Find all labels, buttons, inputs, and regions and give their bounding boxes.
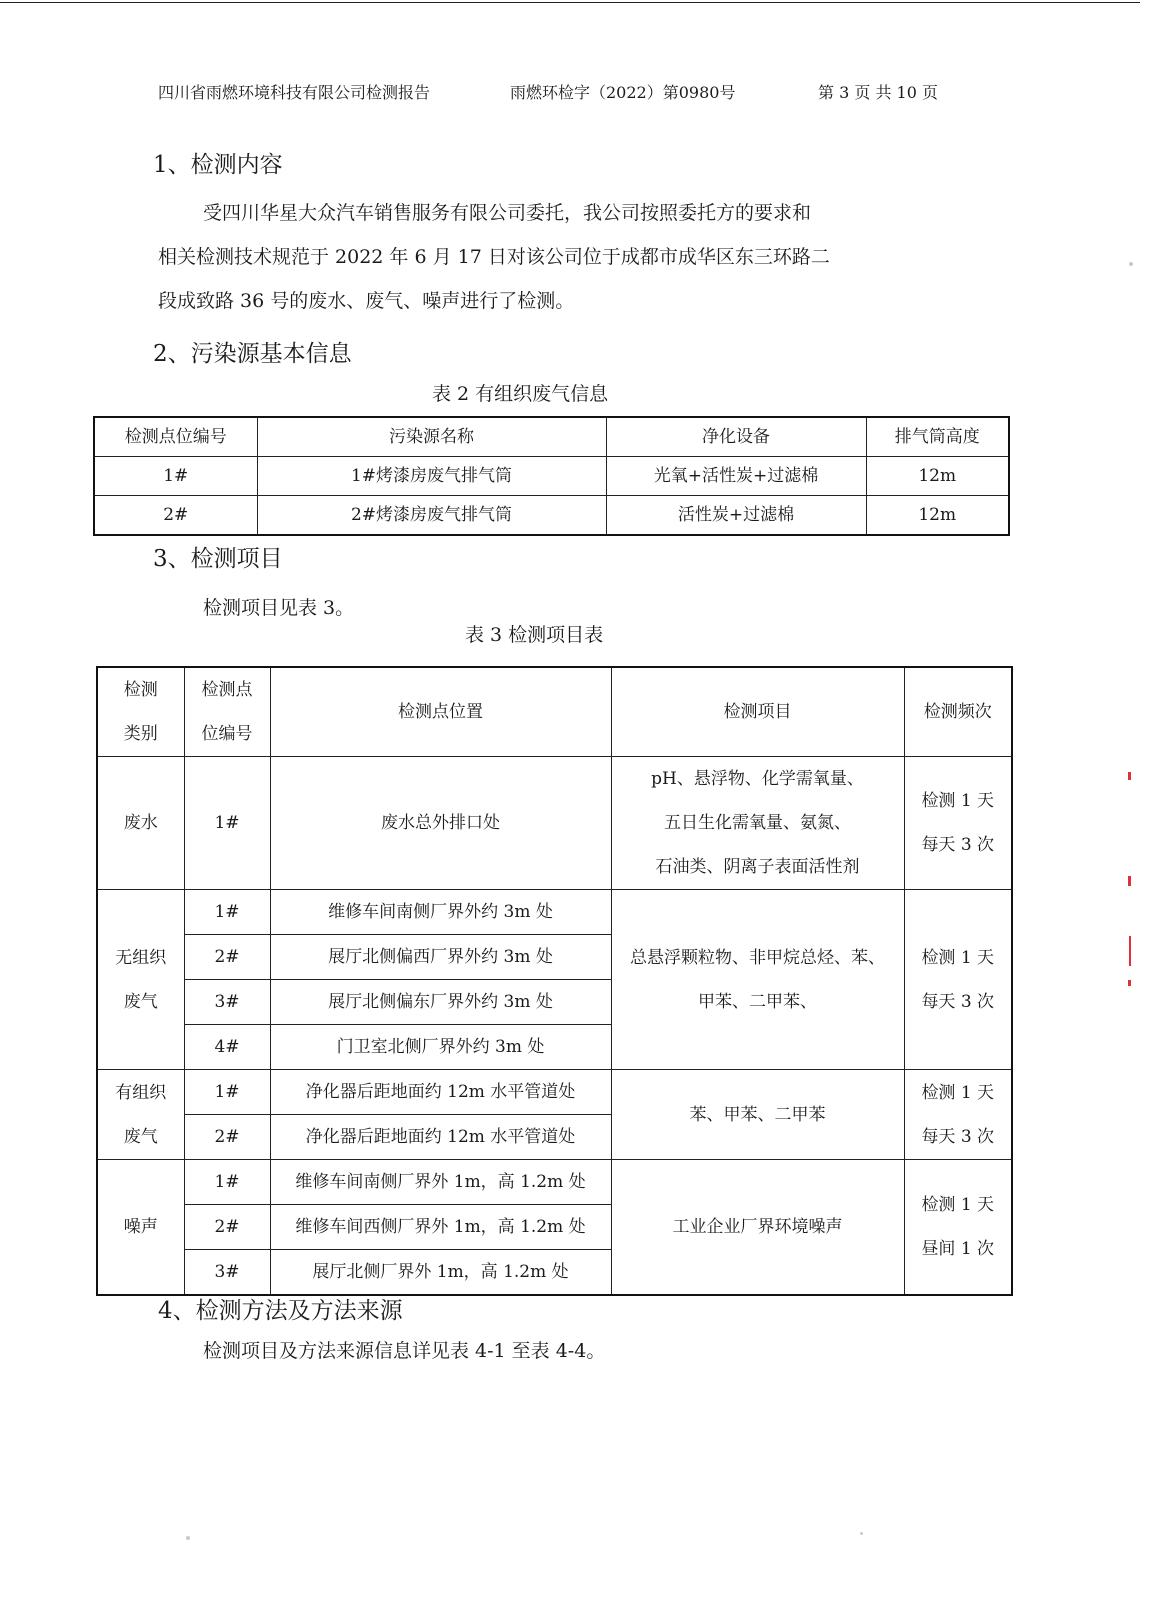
cell-point-number: 3# — [184, 980, 270, 1025]
cell-category — [97, 890, 184, 1070]
cell-location: 维修车间南侧厂界外 1m，高 1.2m 处 — [270, 1160, 611, 1205]
cell-point-number: 4# — [184, 1025, 270, 1070]
table-2-caption: 表 2 有组织废气信息 — [432, 383, 609, 405]
cell-point-number: 1# — [184, 1160, 270, 1205]
table-header-row — [94, 417, 1009, 457]
cell-frequency — [904, 1070, 1012, 1160]
cell-point-number: 2# — [184, 1205, 270, 1250]
header-purification-equipment: 净化设备 — [606, 417, 866, 457]
frequency-line: 每天 3 次 — [921, 991, 995, 1012]
table-3-caption: 表 3 检测项目表 — [465, 624, 604, 646]
items-line: 石油类、阴离子表面活性剂 — [655, 857, 860, 877]
frequency-line: 每天 3 次 — [921, 1126, 995, 1147]
items-line: 甲苯、二甲苯、 — [698, 991, 817, 1012]
header-frequency: 检测频次 — [904, 667, 1012, 757]
category-line: 废气 — [123, 1126, 158, 1147]
table-header-row — [97, 667, 1012, 757]
cell-location: 维修车间南侧厂界外约 3m 处 — [270, 890, 611, 935]
cell-items — [611, 890, 904, 1070]
header-location: 检测点位置 — [270, 667, 611, 757]
cell-point-number: 1# — [94, 457, 257, 496]
cell-category: 噪声 — [97, 1160, 184, 1296]
items-line: pH、悬浮物、化学需氧量、 — [651, 769, 864, 789]
header-point-number-line-1: 检测点 — [201, 680, 253, 700]
header-report-number: 雨燃环检字（2022）第0980号 — [510, 83, 736, 102]
cell-items — [611, 757, 904, 890]
cell-category: 废水 — [97, 757, 184, 890]
cell-frequency — [904, 890, 1012, 1070]
table-3-test-items — [96, 666, 1013, 1296]
cell-source-name: 2#烤漆房废气排气筒 — [257, 496, 606, 536]
frequency-line: 检测 1 天 — [921, 947, 995, 968]
cell-location: 展厅北侧偏东厂界外约 3m 处 — [270, 980, 611, 1025]
frequency-line: 每天 3 次 — [921, 835, 995, 855]
scan-mark — [1128, 876, 1131, 886]
cell-items: 苯、甲苯、二甲苯 — [611, 1070, 904, 1160]
table-row — [94, 496, 1009, 536]
table-row — [97, 1160, 1012, 1205]
header-category-line-2: 类别 — [123, 724, 158, 744]
items-line: 五日生化需氧量、氨氮、 — [664, 813, 851, 833]
frequency-line: 检测 1 天 — [921, 1082, 995, 1103]
section-4-title: 4、检测方法及方法来源 — [158, 1298, 403, 1324]
header-stack-height: 排气筒高度 — [866, 417, 1009, 457]
table-row — [97, 890, 1012, 935]
section-3-title: 3、检测项目 — [153, 546, 283, 572]
section-2-title: 2、污染源基本信息 — [153, 341, 352, 367]
header-items: 检测项目 — [611, 667, 904, 757]
header-company: 四川省雨燃环境科技有限公司检测报告 — [158, 83, 431, 102]
table-2-organized-exhaust — [93, 416, 1010, 536]
frequency-line: 检测 1 天 — [921, 791, 995, 811]
scan-top-border — [0, 2, 1140, 3]
cell-stack-height: 12m — [866, 457, 1009, 496]
table-row — [97, 1070, 1012, 1115]
section-1-line-1: 受四川华星大众汽车销售服务有限公司委托，我公司按照委托方的要求和 — [203, 202, 812, 224]
frequency-line: 检测 1 天 — [921, 1195, 995, 1215]
cell-point-number: 2# — [184, 935, 270, 980]
cell-source-name: 1#烤漆房废气排气筒 — [257, 457, 606, 496]
header-category — [97, 667, 184, 757]
cell-frequency — [904, 757, 1012, 890]
section-1-title: 1、检测内容 — [153, 152, 283, 178]
cell-equipment: 活性炭+过滤棉 — [606, 496, 866, 536]
frequency-line: 昼间 1 次 — [921, 1239, 995, 1259]
scan-dot — [1129, 262, 1133, 266]
cell-equipment: 光氧+活性炭+过滤棉 — [606, 457, 866, 496]
cell-point-number: 1# — [184, 1070, 270, 1115]
cell-location: 展厅北侧厂界外 1m，高 1.2m 处 — [270, 1250, 611, 1296]
scan-mark — [1128, 980, 1131, 986]
scan-mark — [1128, 772, 1131, 780]
header-page-info: 第 3 页 共 10 页 — [818, 83, 938, 102]
category-line: 无组织 — [115, 947, 167, 968]
section-1-line-3: 段成致路 36 号的废水、废气、噪声进行了检测。 — [158, 290, 575, 312]
cell-location: 废水总外排口处 — [270, 757, 611, 890]
header-point-number — [184, 667, 270, 757]
section-1-line-2: 相关检测技术规范于 2022 年 6 月 17 日对该公司位于成都市成华区东三环路二 — [158, 246, 830, 268]
scan-dot — [186, 1536, 190, 1540]
scan-dot — [860, 1532, 863, 1535]
section-4-intro: 检测项目及方法来源信息详见表 4-1 至表 4-4。 — [203, 1340, 606, 1362]
cell-category — [97, 1070, 184, 1160]
header-point-number: 检测点位编号 — [94, 417, 257, 457]
table-row — [94, 457, 1009, 496]
category-line: 废气 — [123, 991, 158, 1012]
items-line: 总悬浮颗粒物、非甲烷总烃、苯、 — [630, 947, 885, 968]
cell-point-number: 3# — [184, 1250, 270, 1296]
table-row — [97, 757, 1012, 890]
header-category-line-1: 检测 — [123, 680, 158, 700]
cell-frequency — [904, 1160, 1012, 1296]
section-3-intro: 检测项目见表 3。 — [203, 597, 355, 619]
cell-point-number: 1# — [184, 890, 270, 935]
cell-location: 门卫室北侧厂界外约 3m 处 — [270, 1025, 611, 1070]
header-source-name: 污染源名称 — [257, 417, 606, 457]
cell-point-number: 2# — [94, 496, 257, 536]
cell-point-number: 1# — [184, 757, 270, 890]
cell-point-number: 2# — [184, 1115, 270, 1160]
cell-items: 工业企业厂界环境噪声 — [611, 1160, 904, 1296]
cell-location: 维修车间西侧厂界外 1m，高 1.2m 处 — [270, 1205, 611, 1250]
cell-location: 净化器后距地面约 12m 水平管道处 — [270, 1070, 611, 1115]
cell-location: 展厅北侧偏西厂界外约 3m 处 — [270, 935, 611, 980]
header-point-number-line-2: 位编号 — [201, 724, 253, 744]
cell-location: 净化器后距地面约 12m 水平管道处 — [270, 1115, 611, 1160]
cell-stack-height: 12m — [866, 496, 1009, 536]
category-line: 有组织 — [115, 1082, 167, 1103]
scan-mark — [1129, 936, 1131, 966]
